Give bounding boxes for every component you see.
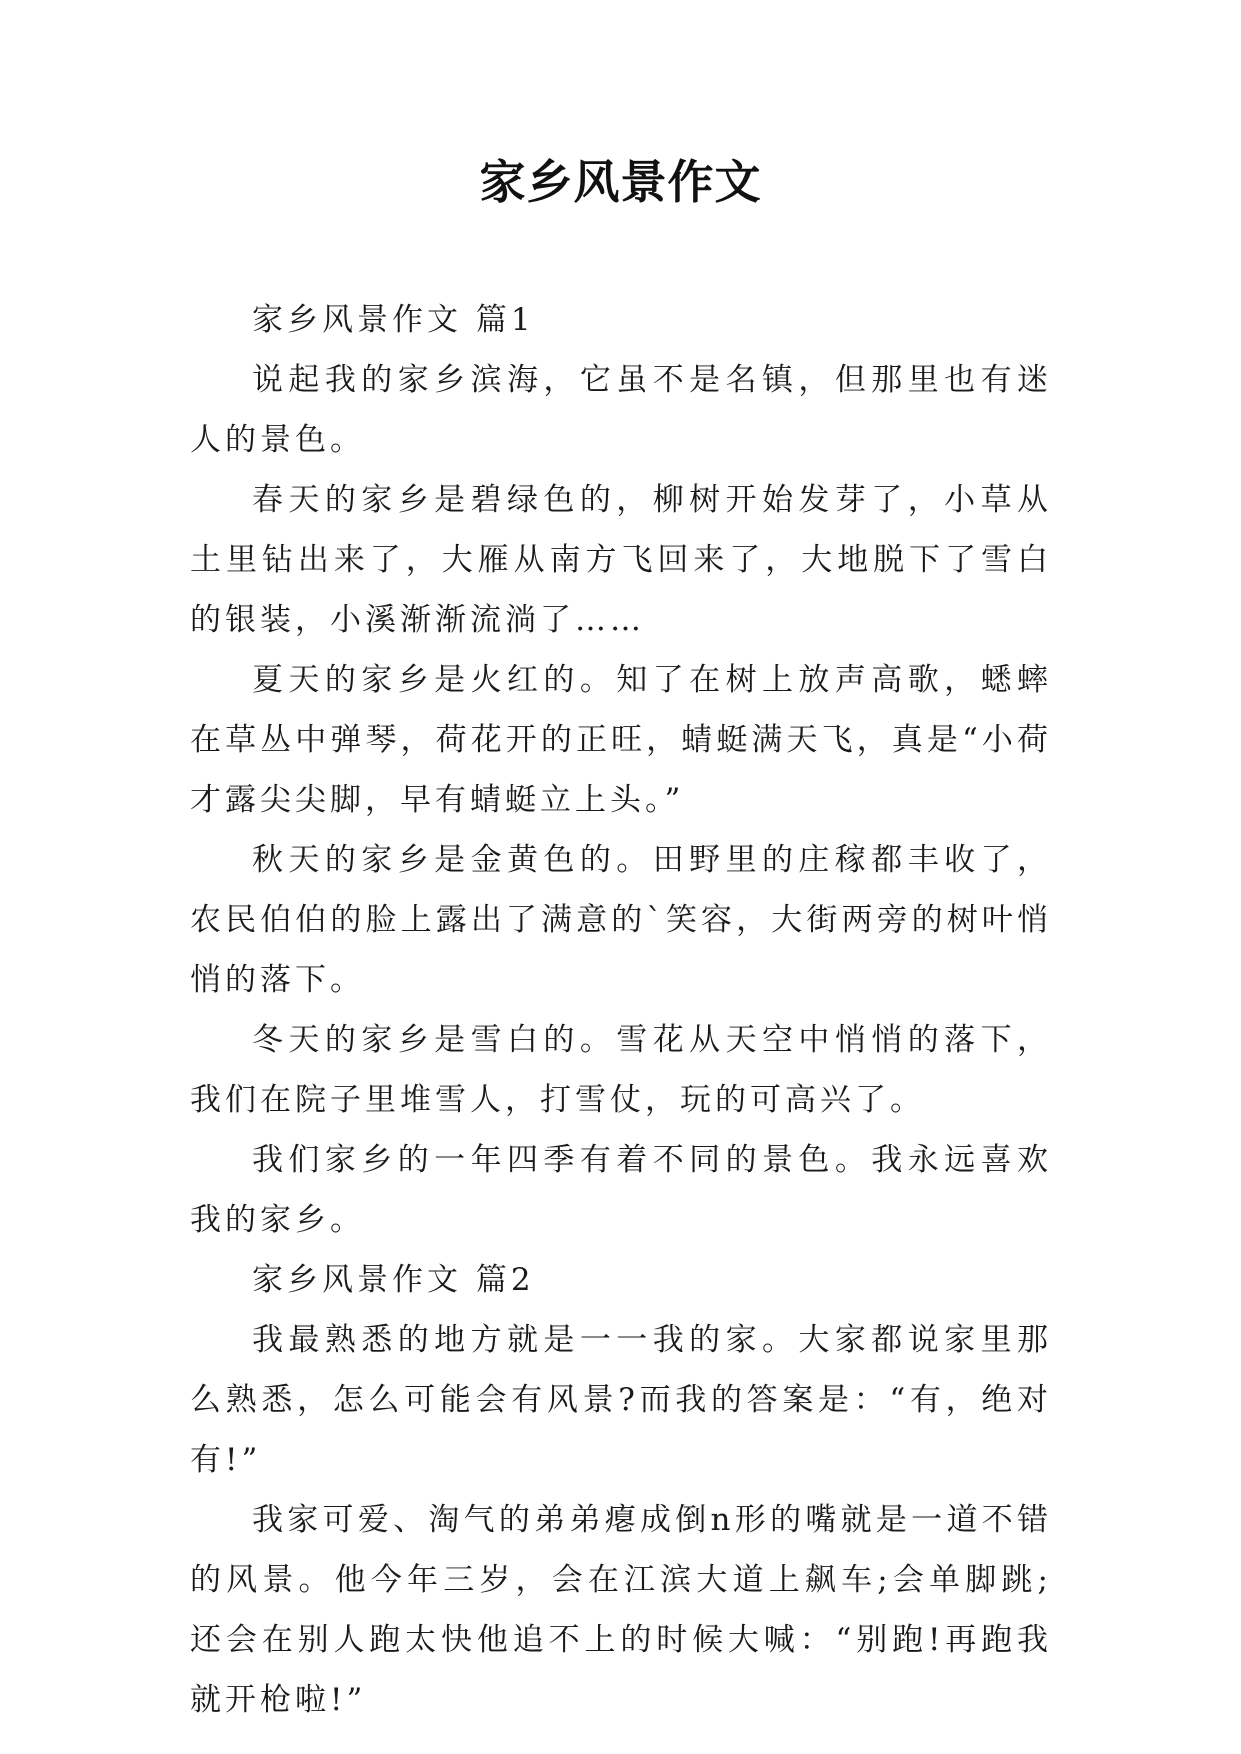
- paragraph: 说起我的家乡滨海，它虽不是名镇，但那里也有迷人的景色。: [190, 362, 1052, 458]
- paragraph: 春天的家乡是碧绿色的，柳树开始发芽了，小草从土里钻出来了，大雁从南方飞回来了，大地脱下了雪白的银装，小溪渐渐流淌了……: [190, 482, 1052, 638]
- section-heading-1: 家乡风景作文 篇1: [252, 302, 535, 338]
- paragraph: 秋天的家乡是金黄色的。田野里的庄稼都丰收了，农民伯伯的脸上露出了满意的`笑容，大街两旁的树叶悄悄的落下。: [190, 842, 1052, 998]
- paragraph: 我们家乡的一年四季有着不同的景色。我永远喜欢我的家乡。: [190, 1142, 1052, 1238]
- paragraph: 我家可爱、淘气的弟弟瘪成倒n形的嘴就是一道不错的风景。他今年三岁，会在江滨大道上飙车;会单脚跳;还会在别人跑太快他追不上的时候大喊：“别跑!再跑我就开枪啦!”: [190, 1502, 1052, 1718]
- paragraph: 冬天的家乡是雪白的。雪花从天空中悄悄的落下，我们在院子里堆雪人，打雪仗，玩的可高兴了。: [190, 1022, 1052, 1118]
- section-heading-2: 家乡风景作文 篇2: [252, 1262, 535, 1298]
- paragraph: 我最熟悉的地方就是一一我的家。大家都说家里那么熟悉，怎么可能会有风景?而我的答案是：“有，绝对有!”: [190, 1322, 1052, 1478]
- paragraph: 夏天的家乡是火红的。知了在树上放声高歌，蟋蟀在草丛中弹琴，荷花开的正旺，蜻蜓满天飞，真是“小荷才露尖尖脚，早有蜻蜓立上头。”: [190, 662, 1052, 818]
- document-title: 家乡风景作文: [479, 155, 762, 209]
- document-body: [190, 290, 1052, 1730]
